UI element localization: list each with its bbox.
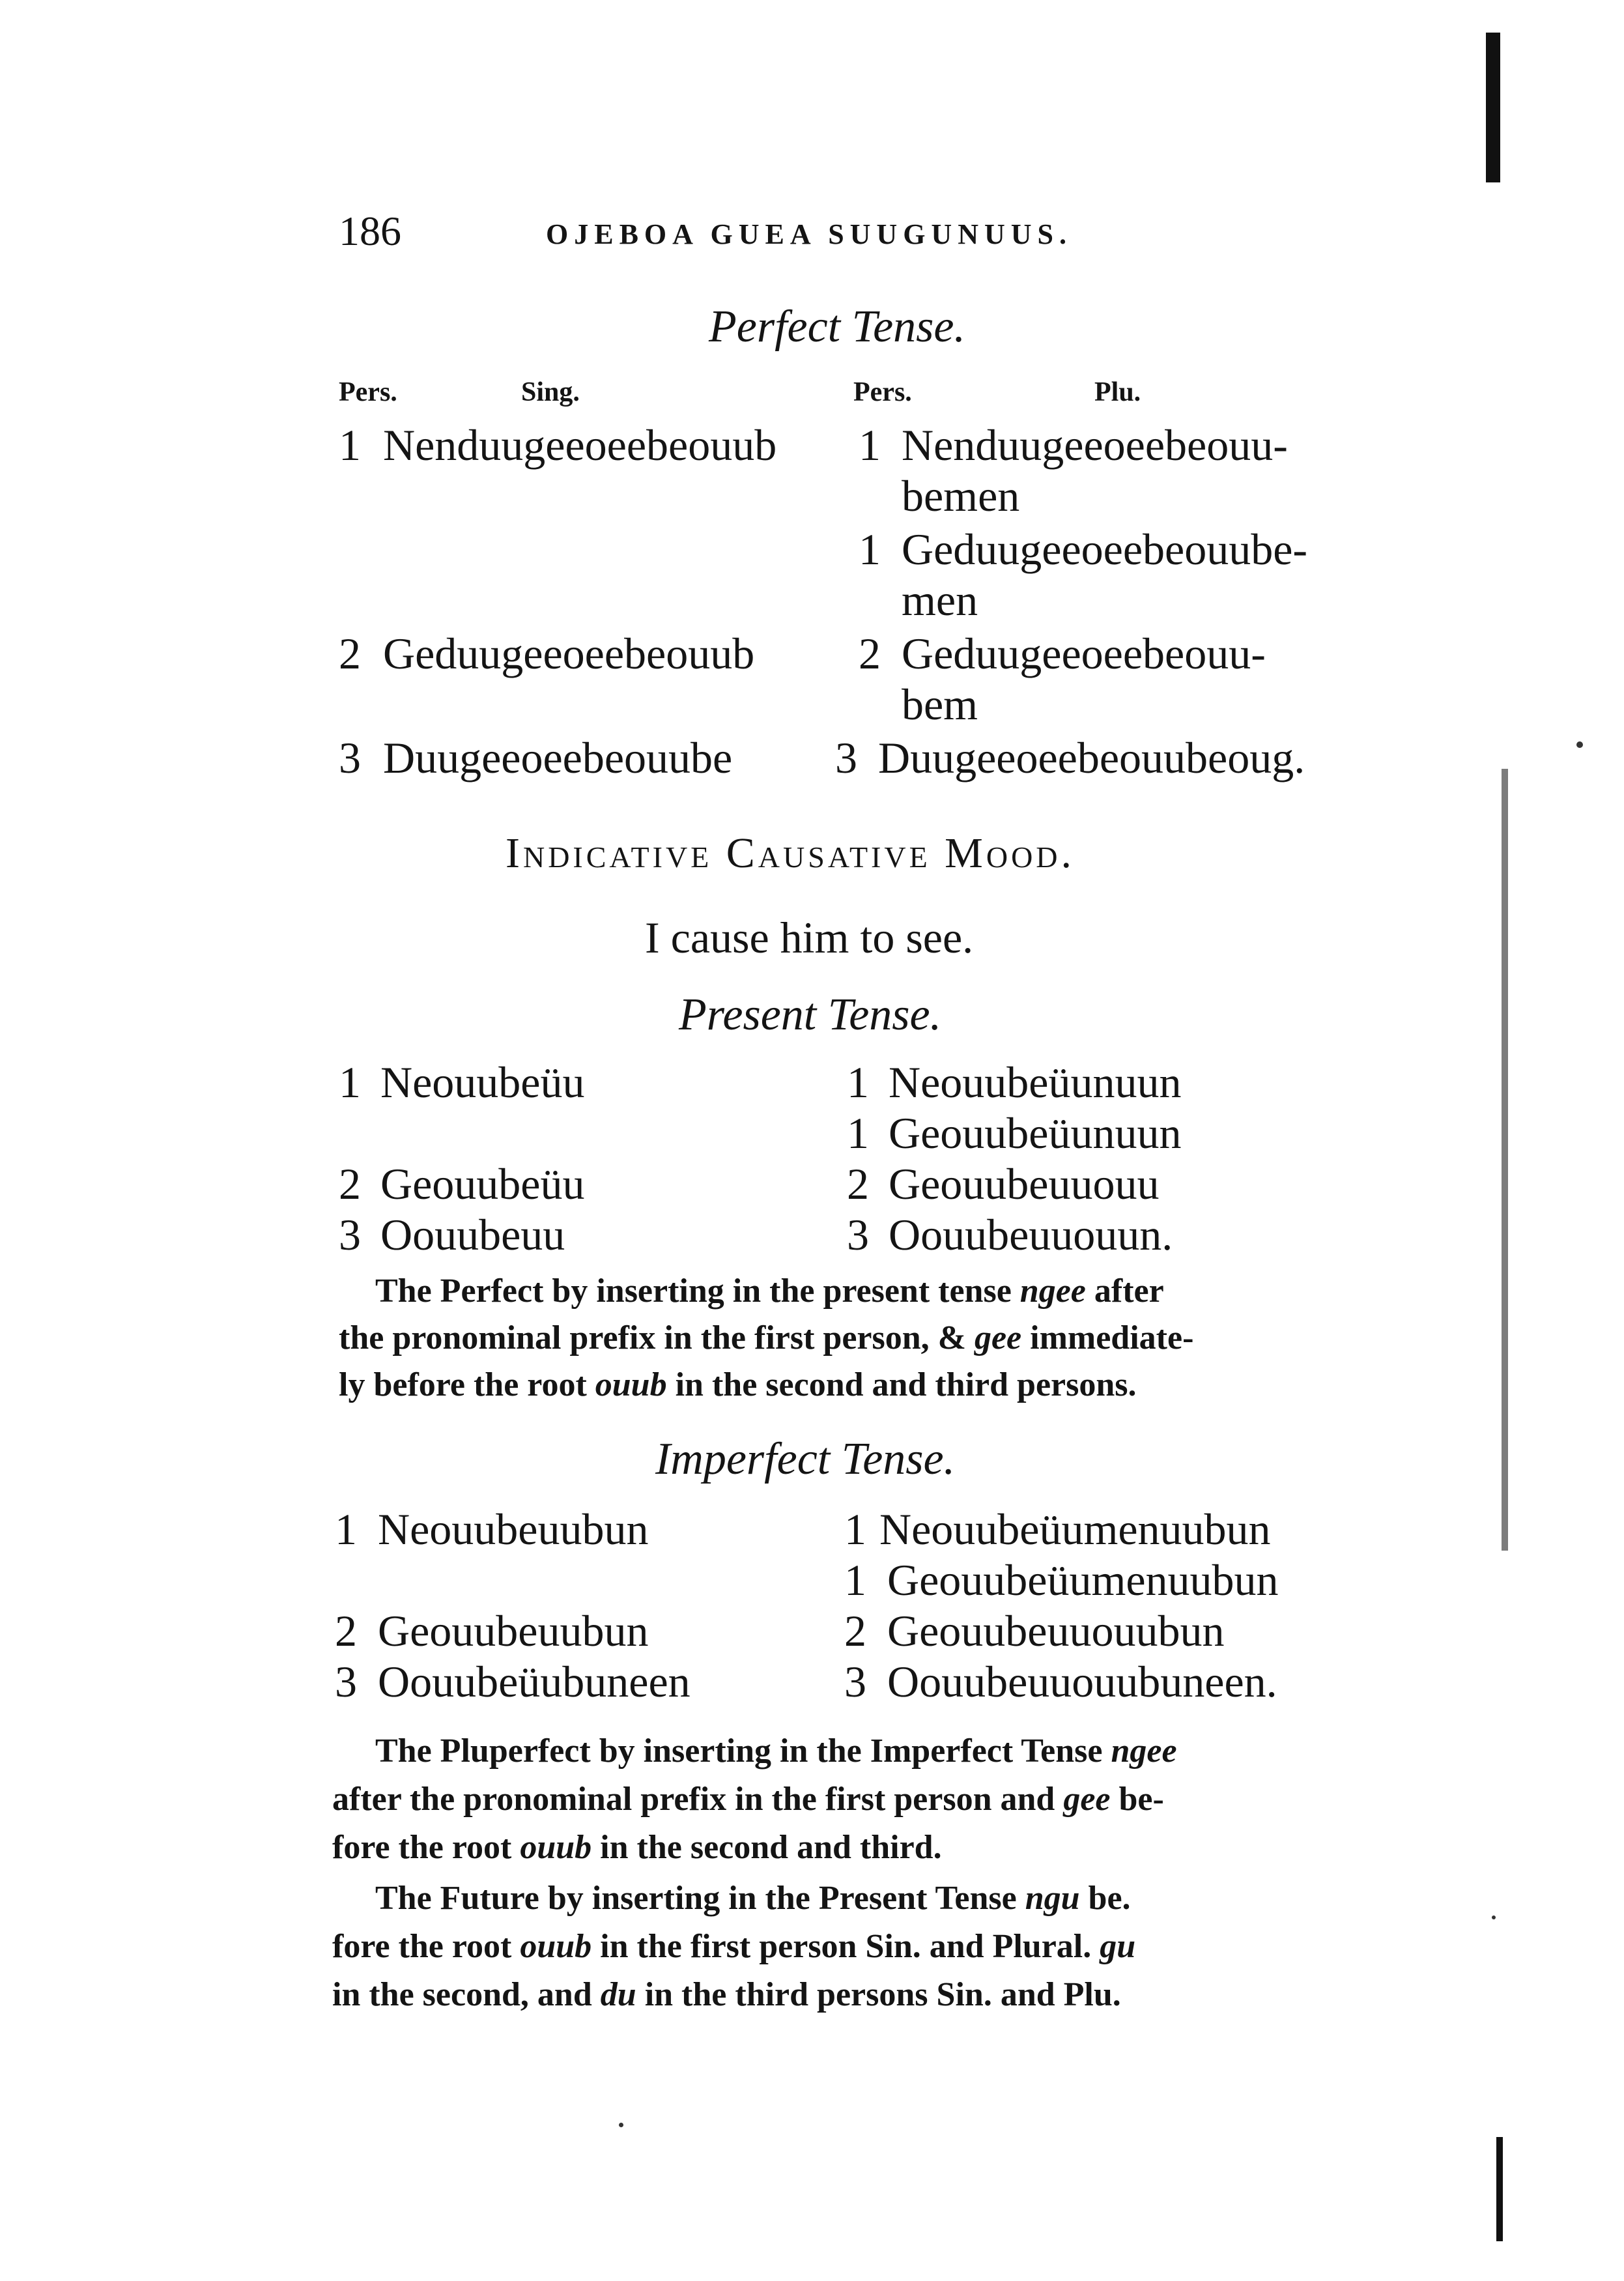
future-note-line-1: The Future by inserting in the Present Tense ngu be. [375, 1880, 1131, 1917]
present-plu-num-1: 1 [847, 1057, 869, 1107]
present-plu-num-3: 3 [847, 1210, 869, 1259]
imperfect-sing-num-2: 2 [335, 1606, 357, 1656]
perfect-plu-form-3: Duugeeoeebeouubeoug. [878, 733, 1305, 782]
perfect-plu-num-2: 2 [859, 629, 881, 678]
future-note-line-2: fore the root ouub in the first person Sin. and Plural. gu [332, 1928, 1136, 1965]
present-sing-num-1: 1 [339, 1057, 361, 1107]
perfect-sing-form-1: Nenduugeeoeebeouub [383, 420, 777, 470]
imperfect-sing-form-1: Neouubeuubun [378, 1504, 649, 1554]
scan-speck [1492, 1915, 1496, 1919]
scan-edge-bottom [1496, 2137, 1503, 2241]
present-plu-form-3: Oouubeuuouun. [889, 1210, 1173, 1259]
scan-edge-top [1486, 33, 1500, 182]
perfect-plu-form-1: Nenduugeeoeebeouu- [902, 420, 1288, 470]
imperfect-sing-form-3: Oouubeüubuneen [378, 1657, 691, 1706]
perfect-plu-form-1b-cont: men [902, 575, 978, 625]
section-title-perfect: Perfect Tense. [709, 302, 965, 352]
present-sing-form-3: Oouubeuu [380, 1210, 565, 1259]
imperfect-plu-form-3: Oouubeuuouubuneen. [887, 1657, 1277, 1706]
mood-phrase: I cause him to see. [645, 913, 974, 962]
imperfect-plu-form-2: Geouubeuuouubun [887, 1606, 1225, 1656]
section-title-present: Present Tense. [679, 990, 942, 1040]
pluperfect-note-line-2: after the pronominal prefix in the first person and gee be- [332, 1781, 1164, 1818]
scan-edge-middle [1502, 769, 1508, 1551]
present-sing-num-2: 2 [339, 1159, 361, 1209]
pluperfect-note-line-1: The Pluperfect by inserting in the Imperfect Tense ngee [375, 1732, 1177, 1770]
present-plu-form-1b: Geouubeüunuun [889, 1108, 1182, 1158]
running-head: OJEBOA GUEA SUUGUNUUS. [546, 218, 1073, 250]
perfect-formation-note-line-1: The Perfect by inserting in the present tense ngee after [375, 1272, 1164, 1310]
present-sing-form-1: Neouubeüu [380, 1057, 585, 1107]
present-sing-form-2: Geouubeüu [380, 1159, 585, 1209]
mood-title: Indicative Causative Mood. [506, 829, 1076, 877]
perfect-formation-note-line-3: ly before the root ouub in the second and third persons. [339, 1366, 1137, 1403]
present-plu-num-2: 2 [847, 1159, 869, 1209]
perfect-plu-form-2-cont: bem [902, 680, 978, 729]
perfect-sing-num-2: 2 [339, 629, 361, 678]
col-header-pers-sing: Pers. [339, 377, 397, 407]
imperfect-plu-num-2: 2 [844, 1606, 866, 1656]
page-number: 186 [339, 208, 401, 254]
imperfect-sing-num-3: 3 [335, 1657, 357, 1706]
imperfect-sing-form-2: Geouubeuubun [378, 1606, 649, 1656]
present-sing-num-3: 3 [339, 1210, 361, 1259]
present-plu-form-2: Geouubeuuouu [889, 1159, 1160, 1209]
imperfect-sing-num-1: 1 [335, 1504, 357, 1554]
perfect-plu-form-1-cont: bemen [902, 471, 1020, 521]
imperfect-plu-form-1b: Geouubeüumenuubun [887, 1555, 1279, 1605]
pluperfect-note-line-3: fore the root ouub in the second and third. [332, 1829, 942, 1866]
perfect-sing-num-1: 1 [339, 420, 361, 470]
scan-speck [619, 2123, 623, 2127]
present-plu-num-1b: 1 [847, 1108, 869, 1158]
perfect-plu-num-1b: 1 [859, 524, 881, 574]
section-title-imperfect: Imperfect Tense. [655, 1434, 956, 1484]
scan-speck [1576, 741, 1583, 748]
future-note-line-3: in the second, and du in the third persons Sin. and Plu. [332, 1976, 1121, 2013]
present-plu-form-1: Neouubeüunuun [889, 1057, 1182, 1107]
imperfect-plu-num-3: 3 [844, 1657, 866, 1706]
perfect-formation-note-line-2: the pronominal prefix in the first person, & gee immediate- [339, 1319, 1194, 1356]
imperfect-plu-form-1: Neouubeüumenuubun [879, 1504, 1271, 1554]
perfect-plu-num-1: 1 [859, 420, 881, 470]
imperfect-plu-num-1: 1 [844, 1504, 866, 1554]
perfect-plu-form-1b: Geduugeeoeebeouube- [902, 524, 1308, 574]
perfect-plu-form-2: Geduugeeoeebeouu- [902, 629, 1266, 678]
perfect-sing-form-2: Geduugeeoeebeouub [383, 629, 755, 678]
col-header-sing: Sing. [521, 377, 580, 407]
col-header-plu: Plu. [1094, 377, 1141, 407]
perfect-sing-form-3: Duugeeoeebeouube [383, 733, 733, 782]
perfect-plu-num-3: 3 [835, 733, 857, 782]
col-header-pers-plu: Pers. [853, 377, 912, 407]
perfect-sing-num-3: 3 [339, 733, 361, 782]
imperfect-plu-num-1b: 1 [844, 1555, 866, 1605]
